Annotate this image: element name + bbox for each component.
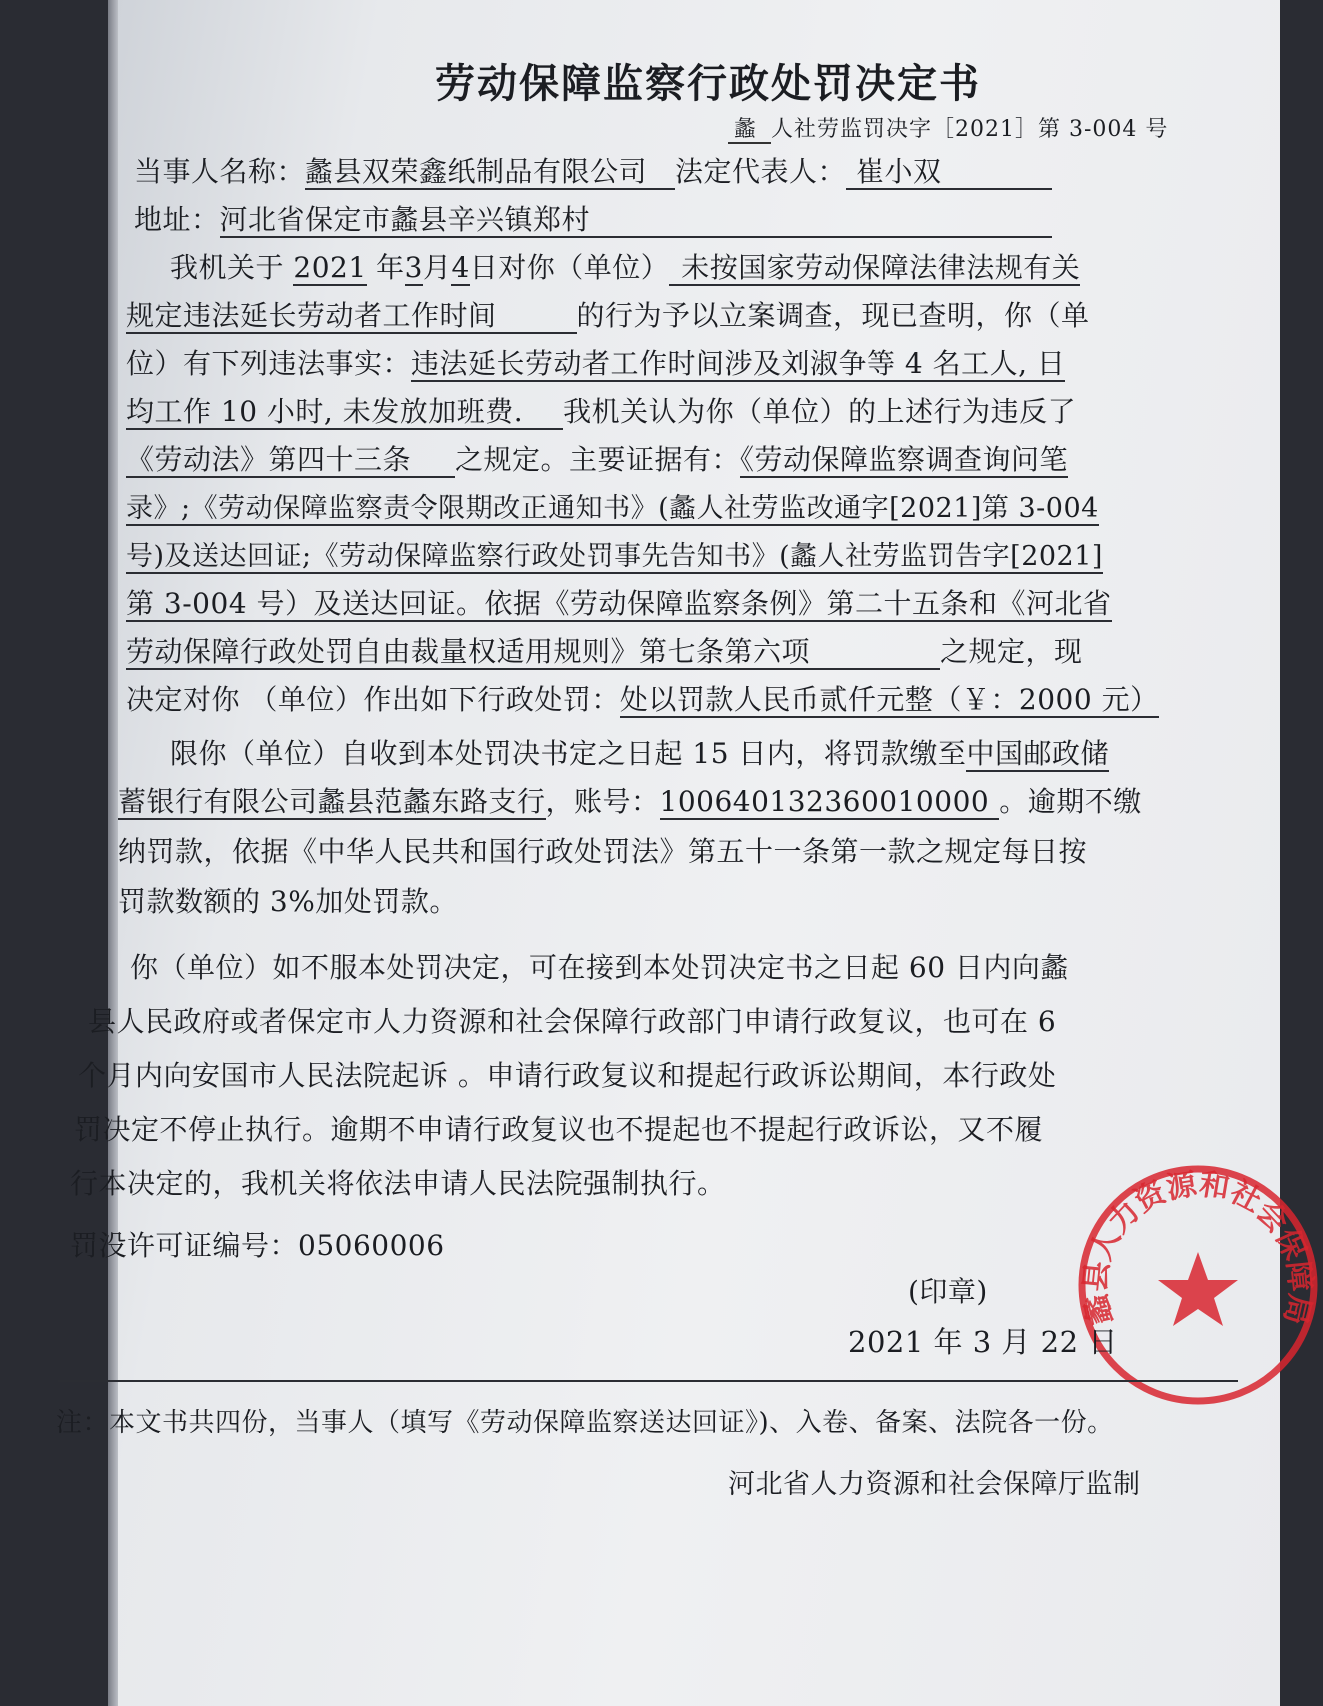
bank-account: 100640132360010000 <box>660 785 1000 820</box>
party-name-label: 当事人名称： <box>134 155 306 188</box>
party-line <box>134 150 1052 190</box>
text: 之规定，现 <box>940 635 1083 668</box>
text: 月 <box>422 251 452 284</box>
payment-bank: 中国邮政储 <box>966 737 1109 770</box>
text: 决定对你 （单位）作出如下行政处罚： <box>126 683 620 716</box>
body-line-5 <box>126 438 1068 478</box>
evidence-cont-3: 第 3-004 号）及送达回证。依据 <box>126 587 542 620</box>
body-line-2 <box>126 294 1090 334</box>
seal-ring-text: 蠡县人力资源和社会保障局 <box>1078 1166 1318 1328</box>
case-year: 2021 <box>293 251 367 284</box>
body-line-10 <box>126 678 1159 718</box>
text: 的行为予以立案调查，现已查明，你（单 <box>576 299 1090 332</box>
text: 年 <box>376 251 405 284</box>
payment-bank-cont: 蓄银行有限公司蠡县范蠡东路支行 <box>118 785 546 818</box>
text: 之规定。主要证据有： <box>455 443 741 476</box>
body-line-8 <box>126 582 1112 622</box>
body-line-15: 你（单位）如不服本处罚决定，可在接到本处罚决定书之日起 60 日内向蠡 <box>130 951 1069 984</box>
text: 限你（单位）自收到本处罚决书定之日起 15 日内，将罚款缴至 <box>170 737 967 770</box>
body-line-7 <box>126 534 1103 573</box>
issue-date: 2021 年 3 月 22 日 <box>848 1325 1118 1359</box>
penalty: 处以罚款人民币贰仟元整（￥：2000 元） <box>619 683 1159 716</box>
body-line-12 <box>118 780 1142 820</box>
legal-basis: 《劳动保障监察条例》第二十五条和《河北省 <box>541 587 1112 620</box>
violation-facts: 违法延长劳动者工作时间涉及刘淑争等 4 名工人, 日 <box>411 347 1066 380</box>
body-line-9 <box>126 630 1083 670</box>
seal-star-icon <box>1158 1252 1238 1326</box>
document-title: 劳动保障监察行政处罚决定书 <box>435 61 981 107</box>
seal-label: (印章) <box>908 1275 988 1308</box>
legal-rep-label: 法定代表人： <box>675 155 847 188</box>
divider <box>58 1380 1238 1382</box>
party-name: 蠡县双荣鑫纸制品有限公司 <box>305 155 675 190</box>
body-line-3 <box>126 342 1065 382</box>
permit-label: 罚没许可证编号： <box>70 1229 299 1262</box>
text: 。逾期不缴 <box>999 785 1142 818</box>
case-day: 4 <box>451 251 470 284</box>
case-month: 3 <box>404 251 423 284</box>
violation-facts-cont: 均工作 10 小时, 未发放加班费. <box>126 395 563 430</box>
violated-law: 《劳动法》第四十三条 <box>126 443 455 478</box>
violation-title-cont: 规定违法延长劳动者工作时间 <box>126 299 577 334</box>
document-page <box>56 0 1318 1706</box>
body-line-16: 县人民政府或者保定市人力资源和社会保障行政部门申请行政复议，也可在 6 <box>88 1005 1057 1038</box>
text: 日对你（单位） <box>469 251 670 284</box>
legal-basis-cont: 劳动保障行政处罚自由裁量权适用规则》第七条第六项 <box>126 635 940 670</box>
evidence-cont-1: 录》;《劳动保障监察责令限期改正通知书》(蠡人社劳监改通字[2021]第 3-004 <box>126 493 1099 524</box>
body-line-19: 行本决定的，我机关将依法申请人民法院强制执行。 <box>70 1167 726 1200</box>
address: 河北省保定市蠡县辛兴镇郑村 <box>220 203 1053 238</box>
distribution-note: 注：本文书共四份，当事人（填写《劳动保障监察送达回证》)、入卷、备案、法院各一份。 <box>56 1408 1114 1438</box>
text: 我机关认为你（单位）的上述行为违反了 <box>563 395 1077 428</box>
permit-line <box>70 1224 445 1264</box>
body-line-1 <box>170 246 1080 286</box>
body-line-17: 个月内向安国市人民法院起诉 。申请行政复议和提起行政诉讼期间，本行政处 <box>78 1059 1057 1092</box>
permit-number: 05060006 <box>298 1229 445 1262</box>
document-number <box>728 112 1168 143</box>
body-line-13: 纳罚款，依据《中华人民共和国行政处罚法》第五十一条第一款之规定每日按 <box>118 835 1088 868</box>
body-line-11 <box>170 732 1109 772</box>
supervisor-footer: 河北省人力资源和社会保障厅监制 <box>728 1469 1141 1500</box>
body-line-14: 罚款数额的 3%加处罚款。 <box>118 885 458 918</box>
address-line <box>134 198 1052 238</box>
violation-title: 未按国家劳动保障法律法规有关 <box>669 251 1080 286</box>
text: 位）有下列违法事实： <box>126 347 412 380</box>
doc-number-text: 人社劳监罚决字［2021］第 3-004 号 <box>771 117 1169 142</box>
address-label: 地址： <box>134 203 220 236</box>
official-seal <box>1073 1160 1323 1410</box>
body-line-4 <box>126 390 1076 430</box>
legal-rep: 崔小双 <box>846 155 1052 190</box>
doc-number-prefix: 蠡 <box>728 117 771 144</box>
text: 我机关于 <box>170 251 285 284</box>
body-line-18: 罚决定不停止执行。逾期不申请行政复议也不提起也不提起行政诉讼，又不履 <box>74 1113 1044 1146</box>
body-line-6 <box>126 486 1099 525</box>
evidence-cont-2: 号)及送达回证;《劳动保障监察行政处罚事先告知书》(蠡人社劳监罚告字[2021] <box>126 541 1103 572</box>
text: ，账号： <box>545 785 660 818</box>
evidence: 《劳动保障监察调查询问笔 <box>740 443 1069 476</box>
